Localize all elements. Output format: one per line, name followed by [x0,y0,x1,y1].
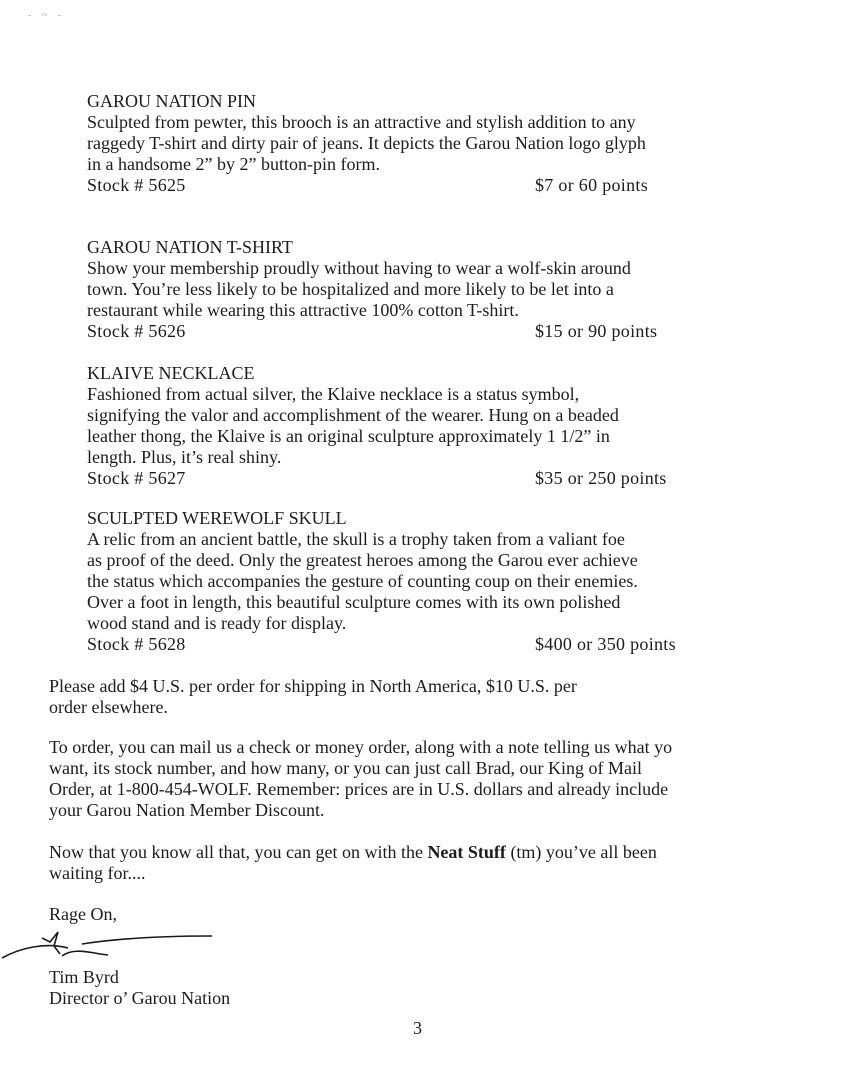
ordering-line: want, its stock number, and how many, or you can just call Brad, our King of Mail [49,758,642,778]
ordering-line: your Garou Nation Member Discount. [49,800,325,820]
desc-line: town. You’re less likely to be hospitalized and more likely to be let into a [87,279,614,299]
item-stock-price [87,321,787,342]
item-price: $35 or 250 points [535,468,667,488]
item-price: $15 or 90 points [535,321,658,341]
shipping-line: Please add $4 U.S. per order for shipping in North America, $10 U.S. per [49,676,577,696]
stock-number: Stock # 5625 [87,175,186,195]
scan-speck: - ~ - [28,10,66,21]
item-title: KLAIVE NECKLACE [87,363,255,383]
item-title: GAROU NATION T-SHIRT [87,237,293,257]
catalog-item-sculpted-werewolf-skull [87,508,787,655]
desc-line: as proof of the deed. Only the greatest heroes among the Garou ever achieve [87,550,638,570]
stock-number: Stock # 5628 [87,634,186,654]
item-price: $400 or 350 points [535,634,676,654]
stock-number: Stock # 5627 [87,468,186,488]
desc-line: wood stand and is ready for display. [87,613,347,633]
ordering-line: Order, at 1-800-454-WOLF. Remember: prices are in U.S. dollars and already include [49,779,669,799]
item-stock-price [87,634,787,655]
closing-paragraph [49,842,819,884]
desc-line: Over a foot in length, this beautiful sculpture comes with its own polished [87,592,621,612]
item-title: SCULPTED WEREWOLF SKULL [87,508,347,528]
item-stock-price [87,468,787,489]
item-description [87,112,787,175]
closing-line: waiting for.... [49,863,146,883]
desc-line: the status which accompanies the gesture of counting coup on their enemies. [87,571,638,591]
desc-line: A relic from an ancient battle, the skull is a trophy taken from a valiant foe [87,529,625,549]
ordering-instructions [49,737,848,821]
desc-line: raggedy T-shirt and dirty pair of jeans. It depicts the Garou Nation logo glyph [87,133,646,153]
shipping-line: order elsewhere. [49,697,168,717]
stock-number: Stock # 5626 [87,321,186,341]
item-description [87,384,787,468]
item-stock-price [87,175,787,196]
desc-line: restaurant while wearing this attractive 100% cotton T-shirt. [87,300,519,320]
closing-line: Now that you know all that, you can get on with the Neat Stuff (tm) you’ve all been [49,842,657,862]
catalog-item-garou-nation-tshirt [87,237,787,342]
neat-stuff-emphasis: Neat Stuff [427,842,506,862]
shipping-notice [49,676,819,718]
item-price: $7 or 60 points [535,175,649,195]
desc-line: Sculpted from pewter, this brooch is an attractive and stylish addition to any [87,112,636,132]
desc-line: leather thong, the Klaive is an original sculpture approximately 1 1/2” in [87,426,610,446]
catalog-item-klaive-necklace [87,363,787,489]
signer-role: Director o’ Garou Nation [49,988,231,1008]
desc-line: in a handsome 2” by 2” button-pin form. [87,154,380,174]
item-title: GAROU NATION PIN [87,91,256,111]
page-number: 3 [413,1018,422,1038]
catalog-item-garou-nation-pin [87,91,787,196]
signer-name: Tim Byrd [49,967,119,987]
item-description [87,258,787,321]
desc-line: length. Plus, it’s real shiny. [87,447,282,467]
desc-line: Fashioned from actual silver, the Klaive necklace is a status symbol, [87,384,580,404]
ordering-line: To order, you can mail us a check or money order, along with a note telling us what yo [49,737,673,757]
signoff-greeting: Rage On, [49,904,117,924]
desc-line: signifying the valor and accomplishment of the wearer. Hung on a beaded [87,405,619,425]
desc-line: Show your membership proudly without having to wear a wolf-skin around [87,258,631,278]
handwritten-signature [0,920,230,970]
signoff-block [49,967,819,1009]
item-description [87,529,787,634]
